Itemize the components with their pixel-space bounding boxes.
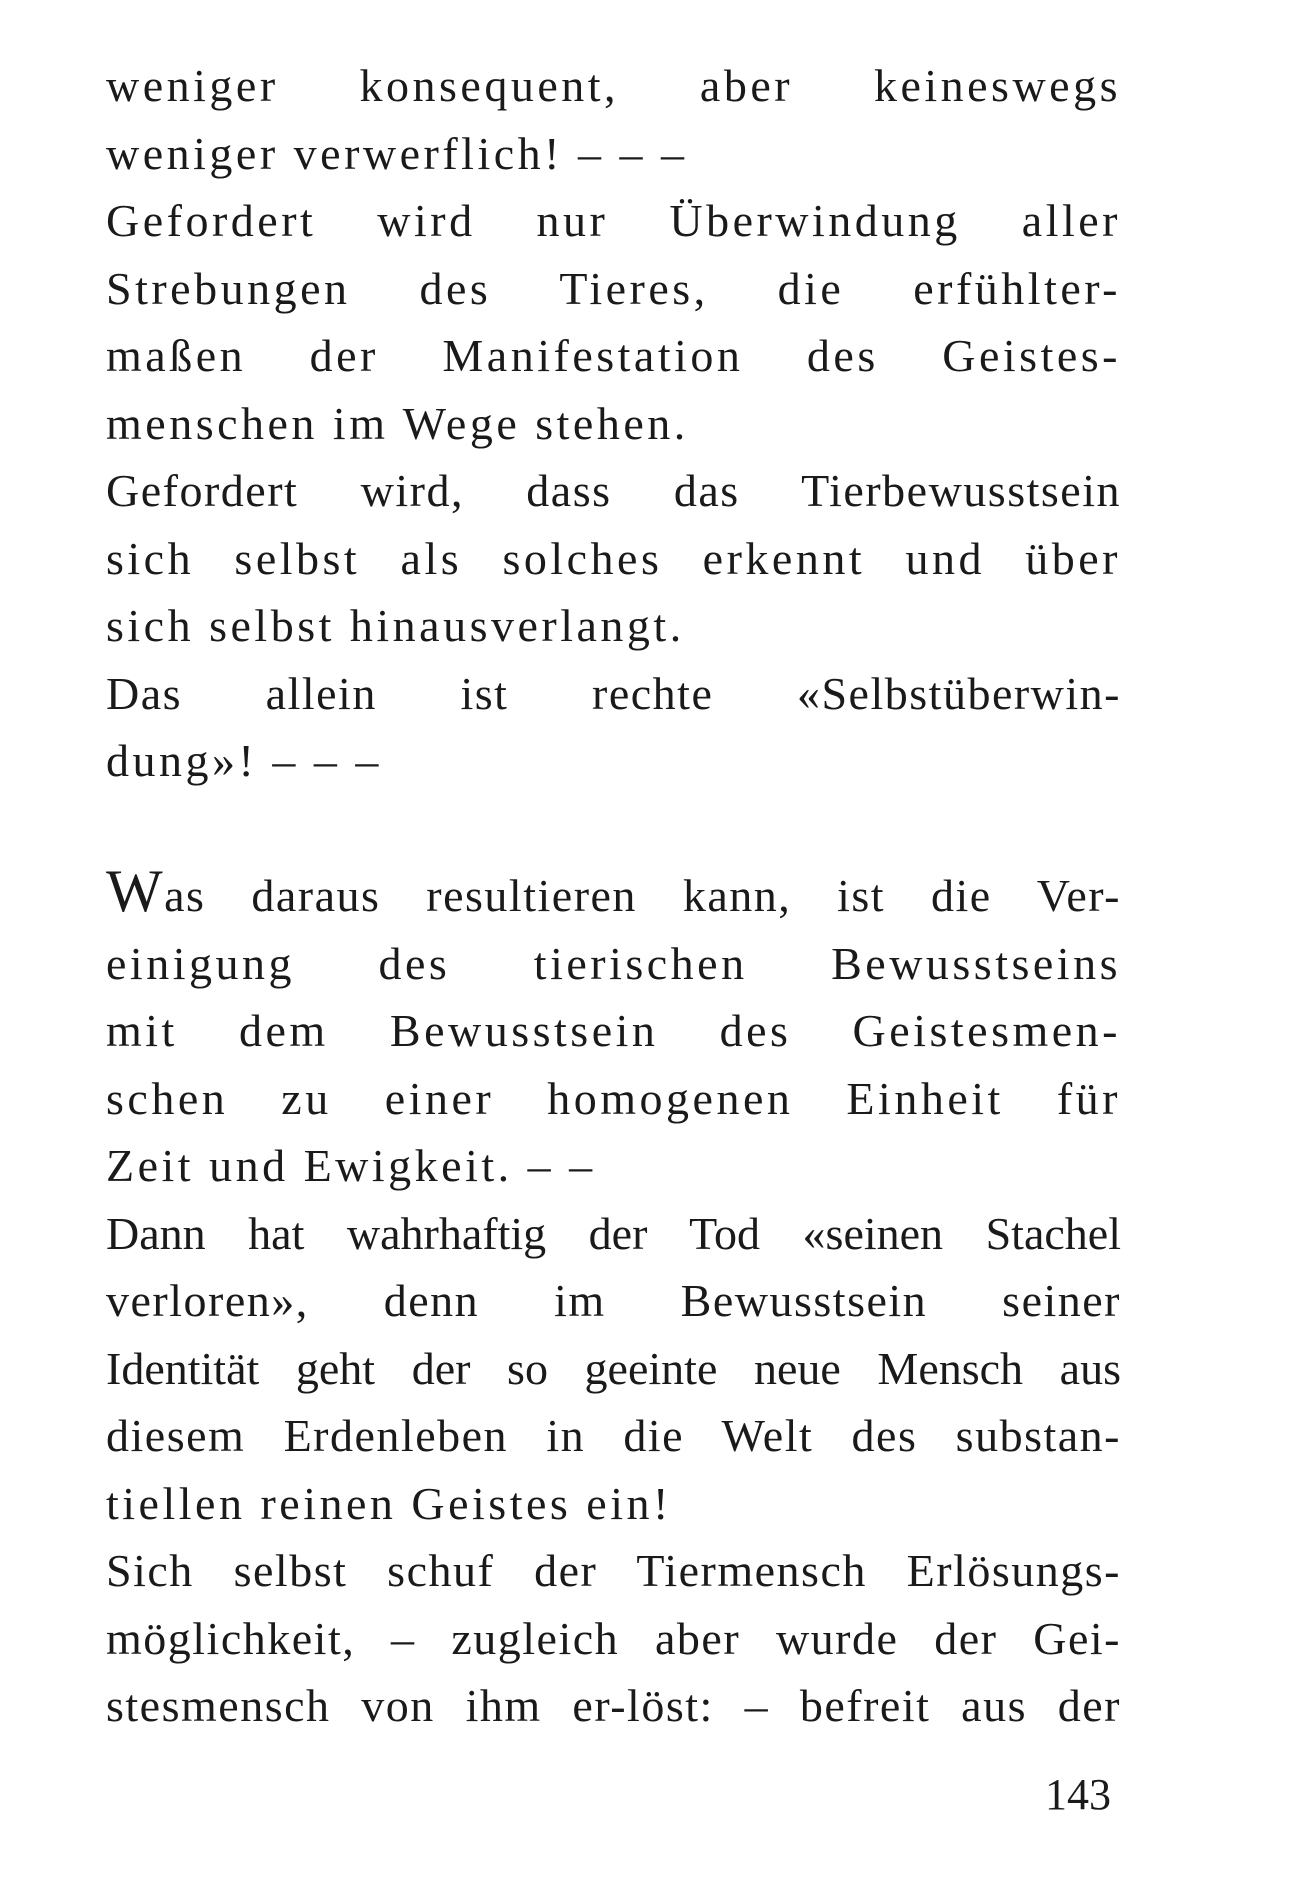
paragraph <box>106 187 1121 457</box>
body-text <box>106 52 1121 1740</box>
paragraph <box>106 457 1121 660</box>
text-line: verloren», denn im Bewusstsein seiner <box>106 1275 1121 1326</box>
paragraph <box>106 660 1121 795</box>
text-line: Dann hat wahrhaftig der Tod «seinen Stachel <box>106 1207 1121 1259</box>
paragraph <box>106 52 1121 187</box>
initial-letter: W <box>106 858 165 924</box>
text-line: mit dem Bewusstsein des Geistesmen- <box>106 1005 1121 1056</box>
text-line: einigung des tierischen Bewusstseins <box>106 937 1121 989</box>
paragraph <box>106 1200 1121 1538</box>
paragraph <box>106 1537 1121 1740</box>
text-line: Identität geht der so geeinte neue Mensch aus <box>106 1342 1121 1394</box>
text-line: diesem Erdenleben in die Welt des substan- <box>106 1410 1121 1461</box>
text-line-rest: as daraus resultieren kann, ist die Ver- <box>164 870 1121 921</box>
text-line: menschen im Wege stehen. <box>106 397 689 449</box>
text-line <box>106 858 1121 930</box>
text-line: tiellen reinen Geistes ein! <box>106 1477 672 1529</box>
paragraph <box>106 858 1121 1200</box>
text-line: schen zu einer homogenen Einheit für <box>106 1072 1121 1124</box>
text-line: Gefordert wird nur Überwindung aller <box>106 195 1121 246</box>
text-line: maßen der Manifestation des Geistes- <box>106 330 1121 381</box>
text-line: sich selbst hinausverlangt. <box>106 600 685 651</box>
page-number: 143 <box>1045 1770 1111 1819</box>
text-line: sich selbst als solches erkennt und über <box>106 532 1121 584</box>
text-line: möglichkeit, – zugleich aber wurde der Gei- <box>106 1612 1121 1664</box>
text-line: Strebungen des Tieres, die erfühlter- <box>106 262 1121 314</box>
text-line: Das allein ist rechte «Selbstüberwin- <box>106 667 1121 719</box>
text-line: dung»! – – – <box>106 735 382 786</box>
text-line: stesmensch von ihm er-löst: – befreit aus der <box>106 1680 1121 1731</box>
text-line: weniger konsequent, aber keineswegs <box>106 60 1121 111</box>
text-line: weniger verwerflich! – – – <box>106 127 688 179</box>
text-line: Sich selbst schuf der Tiermensch Erlösungs- <box>106 1545 1121 1596</box>
text-line: Zeit und Ewigkeit. – – <box>106 1140 596 1191</box>
text-line: Gefordert wird, dass das Tierbewusstsein <box>106 465 1121 516</box>
paragraph-spacer <box>106 795 1121 863</box>
